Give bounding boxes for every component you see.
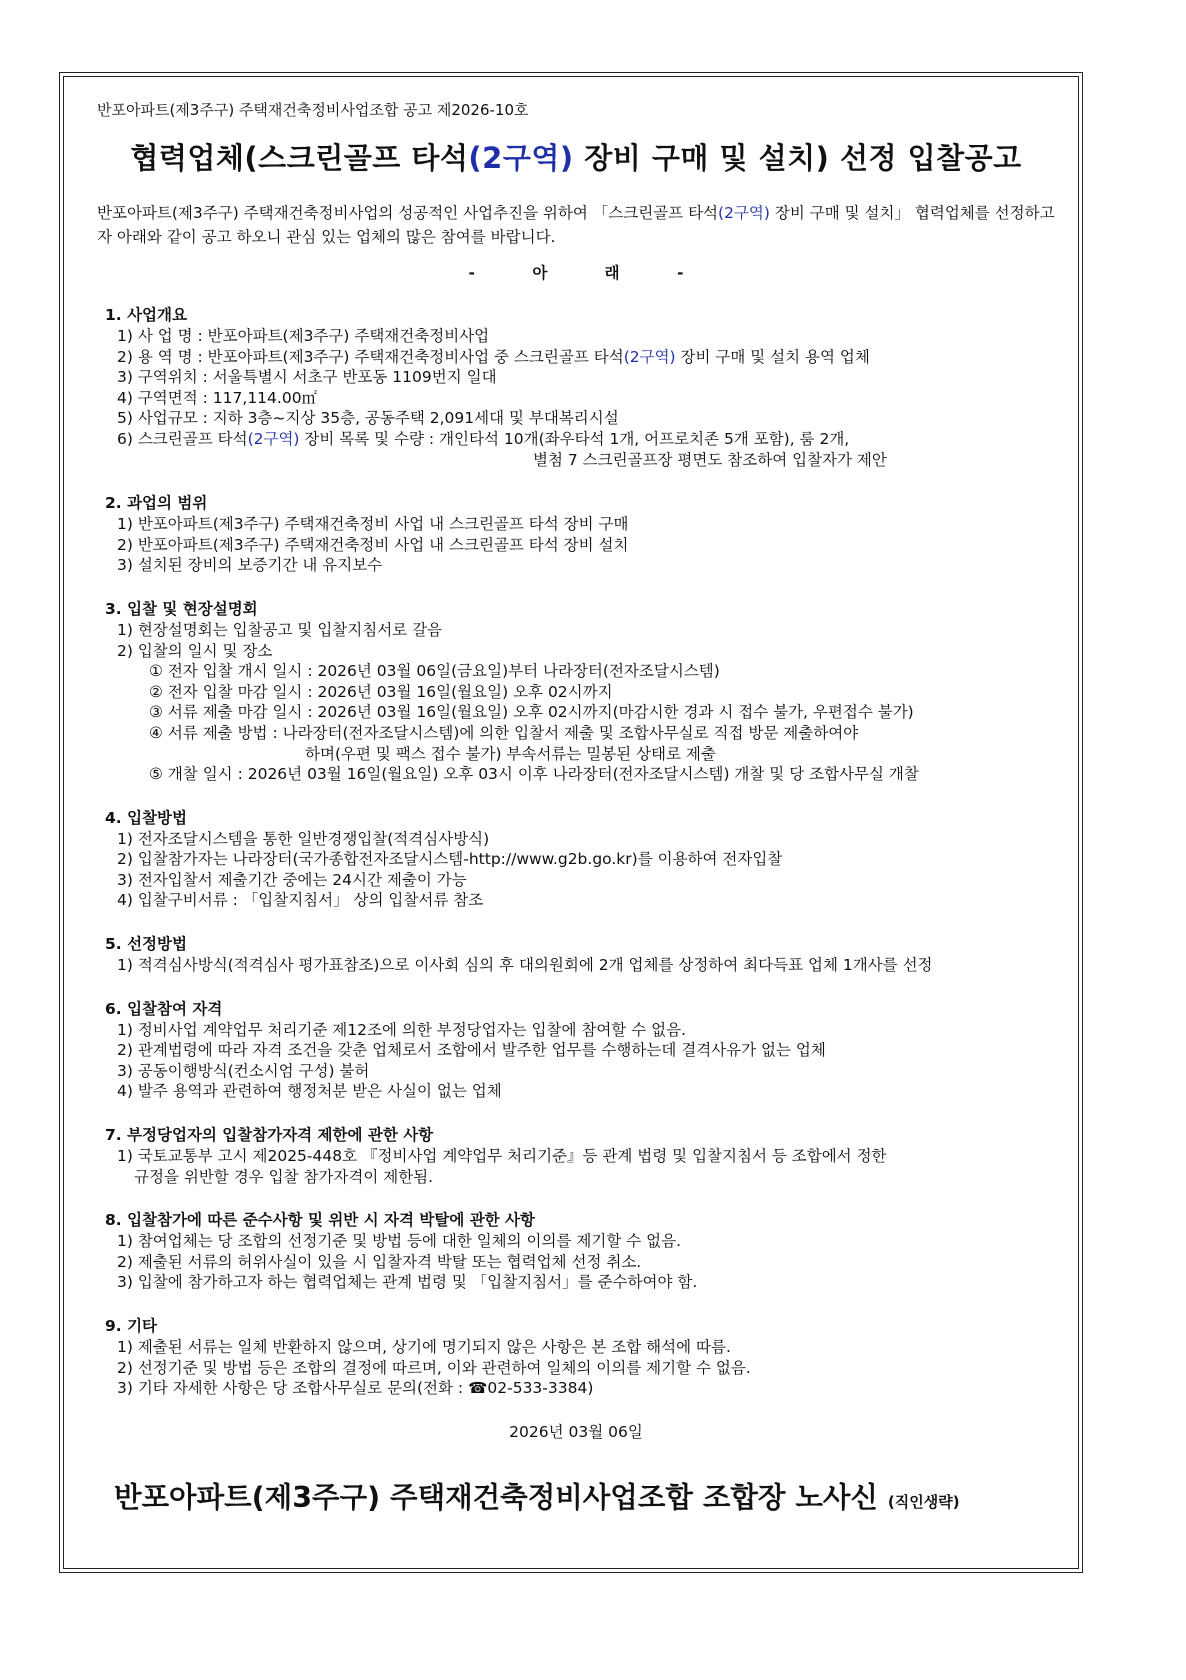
list-item: 1) 적격심사방식(적격심사 평가표참조)으로 이사회 심의 후 대의원회에 2개 업체를 상정하여 최다득표 업체 1개사를 선정 — [117, 956, 933, 975]
notice-reference: 반포아파트(제3주구) 주택재건축정비사업조합 공고 제2026-10호 — [97, 101, 529, 119]
list-item-continuation: 별첨 7 스크린골프장 평면도 참조하여 입찰자가 제안 — [533, 450, 887, 469]
title-zone: (2구역) — [468, 141, 574, 175]
item-zone: (2구역) — [623, 347, 676, 366]
notice-title — [97, 136, 1055, 177]
section-title: 8. 입찰참가에 따른 준수사항 및 위반 시 자격 박탈에 관한 사항 — [105, 1211, 535, 1230]
list-item: 3) 전자입찰서 제출기간 중에는 24시간 제출이 가능 — [117, 870, 467, 889]
section-compliance — [97, 1208, 1055, 1293]
list-item: 2) 반포아파트(제3주구) 주택재건축정비 사업 내 스크린골프 타석 장비 설치 — [117, 535, 629, 554]
section-title: 9. 기타 — [105, 1317, 158, 1335]
section-restriction — [97, 1123, 1055, 1187]
list-item: 4) 입찰구비서류 : 「입찰지침서」 상의 입찰서류 참조 — [117, 891, 484, 910]
list-item: 2) 입찰의 일시 및 장소 — [117, 641, 273, 660]
list-item-continuation: 규정을 위반할 경우 입찰 참가자격이 제한됨. — [134, 1167, 434, 1186]
notice-body — [97, 99, 1055, 1516]
list-item: 3) 공동이행방식(컨소시엄 구성) 불허 — [117, 1061, 370, 1080]
section-project-overview — [97, 303, 1055, 470]
sub-item: ⑤ 개찰 일시 : 2026년 03월 16일(월요일) 오후 03시 이후 나라장터(전자조달시스템) 개찰 및 당 조합사무실 개찰 — [149, 765, 919, 784]
item-text: 2) 용 역 명 : 반포아파트(제3주구) 주택재건축정비사업 중 스크린골프 타석 — [117, 347, 624, 366]
intro-zone: (2구역) — [718, 204, 770, 222]
list-item: 1) 전자조달시스템을 통한 일반경쟁입찰(적격심사방식) — [117, 829, 490, 848]
section-title: 7. 부정당업자의 입찰참가자격 제한에 관한 사항 — [105, 1126, 434, 1145]
sub-item: ① 전자 입찰 개시 일시 : 2026년 03월 06일(금요일)부터 나라장터(전자조달시스템) — [149, 662, 720, 681]
list-item — [97, 429, 1055, 450]
list-item: 5) 사업규모 : 지하 3층~지상 35층, 공동주택 2,091세대 및 부대복리시설 — [117, 409, 619, 428]
list-item: 1) 제출된 서류는 일체 반환하지 않으며, 상기에 명기되지 않은 사항은 본 조합 해석에 따름. — [117, 1338, 731, 1356]
list-item: 4) 구역면적 : 117,114.00㎡ — [117, 388, 318, 407]
list-item: 1) 현장설명회는 입찰공고 및 입찰지침서로 갈음 — [117, 620, 443, 639]
section-title: 1. 사업개요 — [105, 306, 187, 324]
list-item: 4) 발주 용역과 관련하여 행정처분 받은 사실이 없는 업체 — [117, 1082, 502, 1101]
intro-text: 반포아파트(제3주구) 주택재건축정비사업의 성공적인 사업추진을 위하여 「스크린골프 타석 — [97, 204, 719, 222]
notice-date: 2026년 03월 06일 — [509, 1422, 643, 1441]
intro-paragraph — [97, 201, 1055, 249]
section-other — [97, 1314, 1055, 1399]
list-item: 2) 입찰참가자는 나라장터(국가종합전자조달시스템-http://www.g2b.go.kr)를 이용하여 전자입찰 — [117, 850, 783, 869]
item-text-end: 장비 구매 및 설치 용역 업체 — [675, 347, 870, 366]
title-text: 협력업체(스크린골프 타석 — [130, 141, 469, 175]
item-zone: (2구역) — [247, 429, 300, 448]
list-item: 3) 기타 자세한 사항은 당 조합사무실로 문의(전화 : ☎02-533-3384) — [117, 1379, 594, 1398]
section-scope — [97, 491, 1055, 576]
sub-item: ② 전자 입찰 마감 일시 : 2026년 03월 16일(월요일) 오후 02시까지 — [149, 682, 613, 701]
list-item: 3) 구역위치 : 서울특별시 서초구 반포동 1109번지 일대 — [117, 368, 497, 387]
list-item: 2) 선정기준 및 방법 등은 조합의 결정에 따르며, 이와 관련하여 일체의 이의를 제기할 수 없음. — [117, 1358, 751, 1377]
section-title: 2. 과업의 범위 — [105, 494, 208, 513]
section-title: 4. 입찰방법 — [105, 808, 187, 827]
below-heading: - 아 래 - — [468, 264, 684, 282]
list-item: 1) 국토교통부 고시 제2025-448호 『정비사업 계약업무 처리기준』등 관계 법령 및 입찰지침서 등 조합에서 정한 — [117, 1147, 887, 1166]
section-bidding-briefing — [97, 597, 1055, 785]
section-selection-method — [97, 932, 1055, 976]
list-item: 1) 사 업 명 : 반포아파트(제3주구) 주택재건축정비사업 — [117, 327, 490, 345]
list-item: 3) 설치된 장비의 보증기간 내 유지보수 — [117, 556, 383, 575]
seal-omitted-note: (직인생략) — [887, 1492, 960, 1511]
list-item: 3) 입찰에 참가하고자 하는 협력업체는 관계 법령 및 「입찰지침서」를 준수하여야 함. — [117, 1273, 698, 1292]
signature-line — [114, 1475, 1055, 1516]
sub-item: ③ 서류 제출 마감 일시 : 2026년 03월 16일(월요일) 오후 02시까지(마감시한 경과 시 접수 불가, 우편접수 불가) — [149, 703, 914, 722]
section-eligibility — [97, 997, 1055, 1102]
list-item: 1) 반포아파트(제3주구) 주택재건축정비 사업 내 스크린골프 타석 장비 구매 — [117, 515, 629, 534]
list-item: 1) 참여업체는 당 조합의 선정기준 및 방법 등에 대한 일체의 이의를 제기할 수 없음. — [117, 1232, 682, 1251]
list-item: 2) 관계법령에 따라 자격 조건을 갖춘 업체로서 조합에서 발주한 업무를 수행하는데 결격사유가 없는 업체 — [117, 1041, 826, 1060]
list-item — [97, 347, 1055, 368]
list-item: 2) 제출된 서류의 허위사실이 있을 시 입찰자격 박탈 또는 협력업체 선정 취소. — [117, 1252, 642, 1271]
signature-name: 반포아파트(제3주구) 주택재건축정비사업조합 조합장 노사신 — [114, 1480, 878, 1514]
item-text: 6) 스크린골프 타석 — [117, 429, 248, 448]
intro-text-end: 장비 구매 및 설치」 협력업체를 선정하고자 아래와 같이 공고 하오니 관심 있는 업체의 많은 참여를 바랍니다. — [97, 204, 1055, 246]
section-bidding-method — [97, 806, 1055, 911]
sub-item-continuation: 하며(우편 및 팩스 접수 불가) 부속서류는 밀봉된 상태로 제출 — [305, 744, 716, 763]
item-text-end: 장비 목록 및 수량 : 개인타석 10개(좌우타석 1개, 어프로치존 5개 포함), 룸 2개, — [299, 429, 850, 448]
title-text-end: 장비 구매 및 설치) 선정 입찰공고 — [573, 141, 1022, 175]
section-title: 3. 입찰 및 현장설명회 — [105, 599, 258, 618]
section-title: 5. 선정방법 — [105, 935, 187, 954]
list-item: 1) 정비사업 계약업무 처리기준 제12조에 의한 부정당업자는 입찰에 참여할 수 없음. — [117, 1020, 686, 1039]
sub-item: ④ 서류 제출 방법 : 나라장터(전자조달시스템)에 의한 입찰서 제출 및 조합사무실로 직접 방문 제출하여야 — [149, 723, 859, 742]
section-title: 6. 입찰참여 자격 — [105, 999, 223, 1018]
